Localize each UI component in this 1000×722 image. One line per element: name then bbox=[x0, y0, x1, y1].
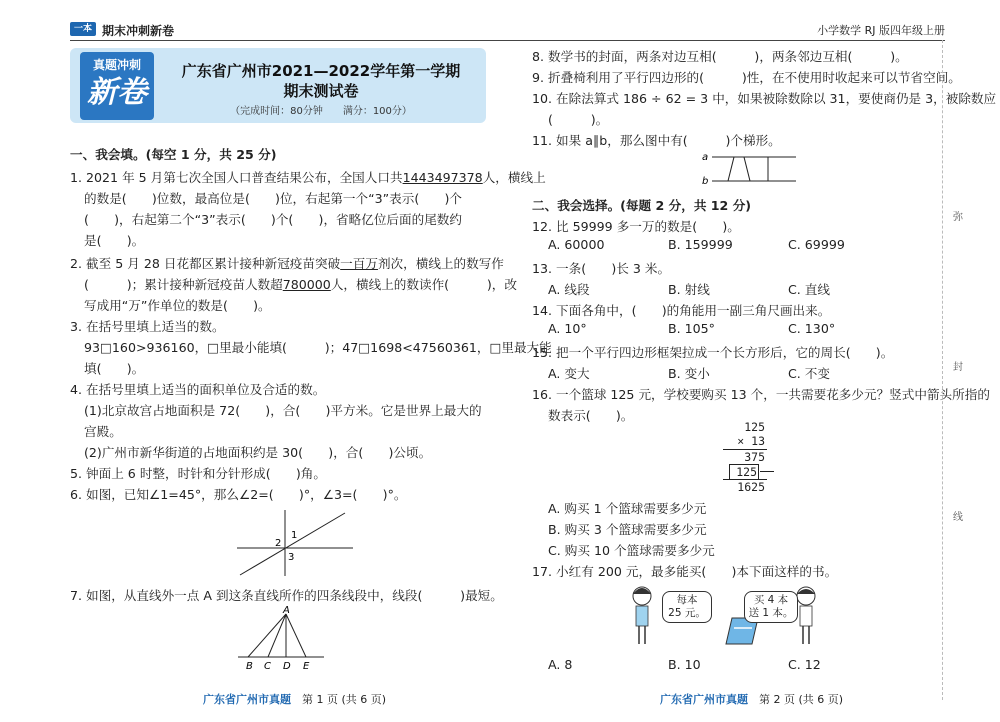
q4-line3: 宫殿。 bbox=[84, 424, 122, 439]
q16-option-b: B. 购买 3 个篮球需要多少元 bbox=[548, 522, 707, 537]
q2-text-c: ( )；累计接种新冠疫苗人数超 bbox=[84, 277, 283, 292]
series-tag: 一本 bbox=[70, 22, 96, 36]
q1-line3: ( )，右起第二个“3”表示( )个( )，省略亿位后面的尾数约 bbox=[84, 212, 462, 227]
q16-product: 1625 bbox=[737, 480, 765, 494]
q7-label-c: C bbox=[264, 661, 271, 672]
boy-figure bbox=[797, 587, 815, 644]
subject-label: 小学数学 RJ 版四年级上册 bbox=[817, 24, 945, 37]
q13-option-b: B. 射线 bbox=[668, 282, 710, 297]
footer-left-region: 广东省广州市真题 bbox=[203, 693, 291, 706]
q3-line3: 填( )。 bbox=[84, 361, 145, 376]
q15-option-b: B. 变小 bbox=[668, 366, 710, 381]
q6-slanted-line bbox=[240, 513, 345, 575]
header-rule bbox=[70, 40, 945, 41]
q1-text-a: 1. 2021 年 5 月第七次全国人口普查结果公布，全国人口共 bbox=[70, 170, 403, 185]
q13: 13. 一条( )长 3 米。 bbox=[532, 261, 671, 276]
q12-option-a: A. 60000 bbox=[548, 237, 605, 252]
q16-multiplier: × 13 bbox=[737, 434, 765, 448]
q11-label-a: a bbox=[702, 152, 709, 163]
q11-transversal-2 bbox=[744, 157, 750, 181]
q6: 6. 如图，已知∠1=45°，那么∠2=( )°，∠3=( )°。 bbox=[70, 487, 407, 502]
q11-label-b: b bbox=[702, 176, 709, 187]
q17-bubble1-line2: 25 元。 bbox=[668, 607, 706, 619]
q16-option-c: C. 购买 10 个篮球需要多少元 bbox=[548, 543, 715, 558]
q14: 14. 下面各角中，( )的角能用一副三角尺画出来。 bbox=[532, 303, 831, 318]
q16-option-a: A. 购买 1 个篮球需要多少元 bbox=[548, 501, 707, 516]
q12-option-b: B. 159999 bbox=[668, 237, 733, 252]
q1-line1 bbox=[70, 167, 546, 186]
q2-text-d: 人，横线上的数读作( )，改 bbox=[330, 277, 517, 292]
q13-option-c: C. 直线 bbox=[788, 282, 830, 297]
q2-text-b: 剂次，横线上的数写作 bbox=[377, 256, 504, 271]
q4-line2: (1)北京故宫占地面积是 72( )，合( )平方米。它是世界上最大的 bbox=[84, 403, 482, 418]
q4-line4: (2)广州市新华街道的占地面积约是 30( )，合( )公顷。 bbox=[84, 445, 432, 460]
q6-angle-diagram bbox=[235, 508, 355, 578]
footer-right bbox=[660, 691, 843, 707]
exam-subtitle: 期末测试卷 bbox=[283, 82, 359, 100]
q2-line2 bbox=[84, 274, 517, 293]
badge bbox=[80, 52, 154, 120]
q6-label-3: 3 bbox=[288, 552, 295, 563]
q7: 7. 如图，从直线外一点 A 到这条直线所作的四条线段中，线段( )最短。 bbox=[70, 588, 503, 603]
seal-char-3: 线 bbox=[953, 512, 963, 523]
q3-line1: 3. 在括号里填上适当的数。 bbox=[70, 319, 225, 334]
girl-figure bbox=[633, 587, 651, 644]
q14-option-a: A. 10° bbox=[548, 321, 587, 336]
q17-option-c: C. 12 bbox=[788, 657, 821, 672]
q15-option-a: A. 变大 bbox=[548, 366, 590, 381]
q14-option-c: C. 130° bbox=[788, 321, 836, 336]
q2-underlined-2: 780000 bbox=[282, 277, 331, 292]
q7-label-e: E bbox=[303, 661, 310, 672]
q1-line2: 的数是( )位数，最高位是( )位，右起第一个“3”表示( )个 bbox=[84, 191, 462, 206]
seal-char-2: 封 bbox=[953, 362, 963, 373]
q7-segment-ab bbox=[248, 614, 286, 657]
footer-left bbox=[203, 691, 386, 707]
q17-offer-bubble bbox=[744, 591, 798, 623]
q12: 12. 比 59999 多一万的数是( )。 bbox=[532, 219, 740, 234]
q1-text-b: 人，横线上 bbox=[482, 170, 546, 185]
q2-line3: 写成用“万”作单位的数是( )。 bbox=[84, 298, 271, 313]
q16-line2: 数表示( )。 bbox=[548, 408, 634, 423]
q16-partial-2-boxed: 125 bbox=[729, 464, 759, 480]
q1-line4: 是( )。 bbox=[84, 233, 145, 248]
q16-multiplication bbox=[705, 420, 775, 492]
q2-text-a: 2. 截至 5 月 28 日花都区累计接种新冠疫苗突破 bbox=[70, 256, 341, 271]
q16-line1: 16. 一个篮球 125 元，学校要购买 13 个，一共需要花多少元？竖式中箭头所指的 bbox=[532, 387, 990, 402]
q7-label-b: B bbox=[246, 661, 253, 672]
footer-right-page: 第 2 页 (共 6 页) bbox=[759, 693, 844, 706]
badge-top-text: 真题冲刺 bbox=[92, 58, 141, 72]
q17-bubble2-line2: 送 1 本。 bbox=[748, 607, 794, 619]
q3-line2: 93□160>936160，□里最小能填( )；47□1698<47560361，□里最大能 bbox=[84, 340, 552, 355]
exam-meta: （完成时间：80分钟 满分：100分） bbox=[230, 106, 412, 117]
q17-bubble1-line1: 每本 bbox=[676, 594, 698, 606]
q11: 11. 如果 a∥b，那么图中有( )个梯形。 bbox=[532, 133, 781, 148]
q1-population: 1443497378 bbox=[402, 170, 483, 185]
q17-bubble2-line1: 买 4 本 bbox=[753, 594, 789, 606]
exam-title: 广东省广州市2021—2022学年第一学期 bbox=[181, 62, 461, 80]
q10-line2: ( )。 bbox=[548, 112, 609, 127]
q7-segment-ae bbox=[286, 614, 306, 657]
q15-option-c: C. 不变 bbox=[788, 366, 830, 381]
badge-big-text: 新卷 bbox=[87, 75, 147, 110]
series-title: 期末冲刺新卷 bbox=[102, 24, 175, 38]
q16-arrow bbox=[760, 471, 774, 472]
footer-left-page: 第 1 页 (共 6 页) bbox=[302, 693, 387, 706]
q2-line1 bbox=[70, 253, 504, 272]
q16-multiplicand: 125 bbox=[744, 420, 765, 434]
q15: 15. 把一个平行四边形框架拉成一个长方形后，它的周长( )。 bbox=[532, 345, 894, 360]
q7-segment-ac bbox=[268, 614, 286, 657]
q11-parallel-lines-diagram bbox=[700, 150, 800, 188]
q17-option-a: A. 8 bbox=[548, 657, 573, 672]
q9: 9. 折叠椅利用了平行四边形的( )性，在不使用时收起来可以节省空间。 bbox=[532, 70, 961, 85]
q7-perpendicular-diagram bbox=[236, 606, 326, 672]
q6-label-2: 2 bbox=[275, 538, 282, 549]
seal-char-1: 弥 bbox=[953, 212, 963, 223]
q4-line1: 4. 在括号里填上适当的面积单位及合适的数。 bbox=[70, 382, 326, 397]
q2-underlined-1: 一百万 bbox=[340, 256, 378, 271]
section-2-heading: 二、我会选择。(每题 2 分，共 12 分) bbox=[532, 198, 752, 213]
q10-line1: 10. 在除法算式 186 ÷ 62 = 3 中，如果被除数除以 31，要使商仍是 3，被除数应 bbox=[532, 91, 997, 106]
q12-option-c: C. 69999 bbox=[788, 237, 845, 252]
q17-price-bubble bbox=[662, 591, 712, 623]
q13-option-a: A. 线段 bbox=[548, 282, 590, 297]
q17-option-b: B. 10 bbox=[668, 657, 701, 672]
q7-label-d: D bbox=[283, 661, 291, 672]
q8: 8. 数学书的封面，两条对边互相( )，两条邻边互相( )。 bbox=[532, 49, 908, 64]
footer-right-region: 广东省广州市真题 bbox=[660, 693, 748, 706]
q11-transversal-1 bbox=[728, 157, 734, 181]
q5: 5. 钟面上 6 时整，时针和分针形成( )角。 bbox=[70, 466, 326, 481]
section-1-heading: 一、我会填。(每空 1 分，共 25 分) bbox=[70, 147, 277, 162]
q6-label-1: 1 bbox=[291, 530, 298, 541]
q7-label-a: A bbox=[283, 606, 290, 616]
q14-option-b: B. 105° bbox=[668, 321, 715, 336]
q17: 17. 小红有 200 元，最多能买( )本下面这样的书。 bbox=[532, 564, 838, 579]
seal-line bbox=[942, 40, 943, 700]
q16-partial-1: 375 bbox=[744, 450, 765, 464]
